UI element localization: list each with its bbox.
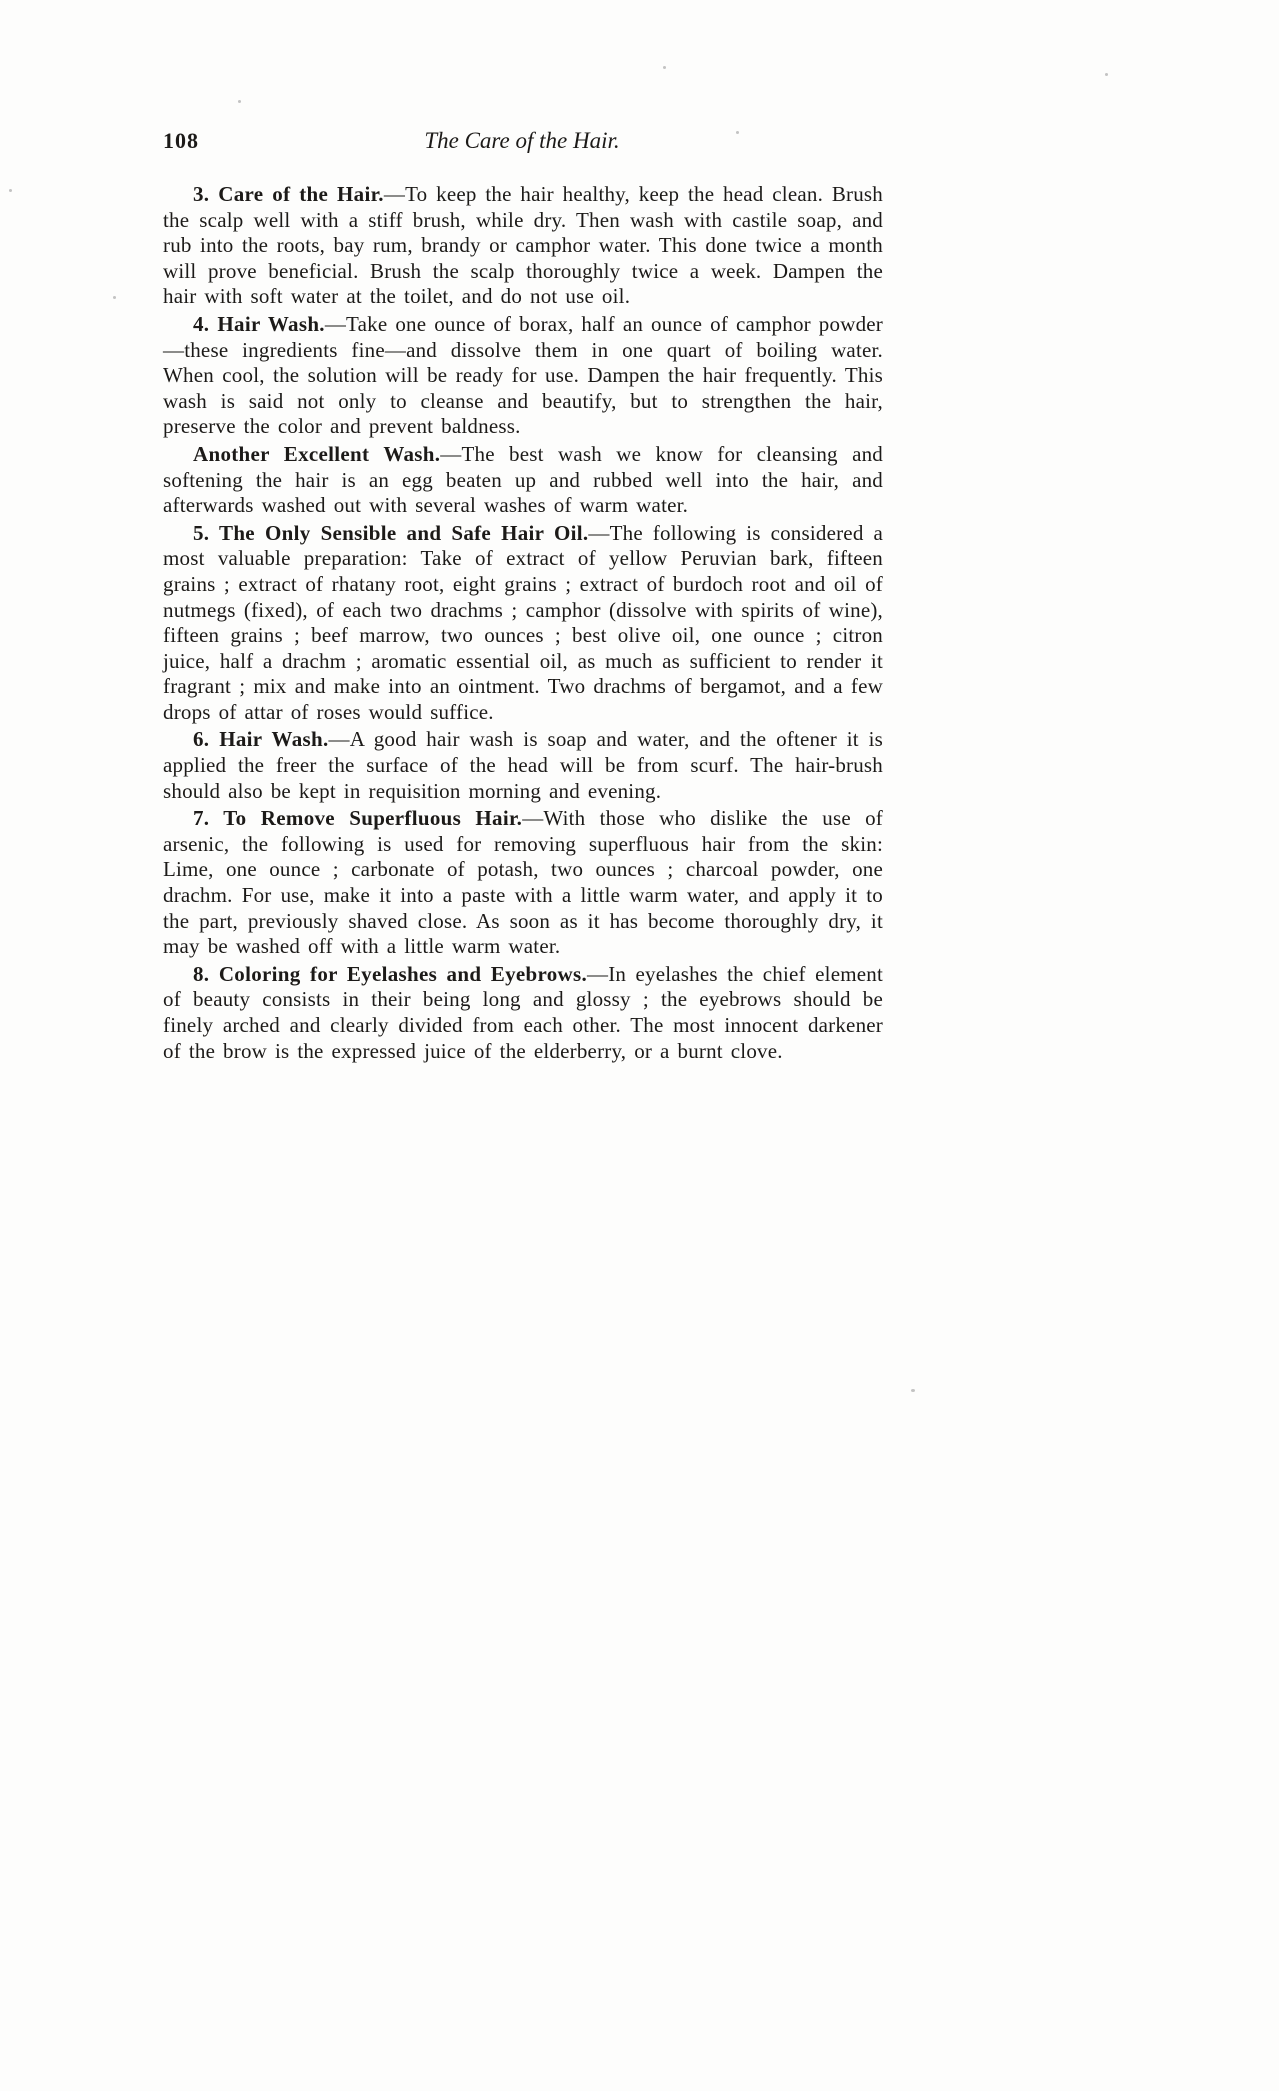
paragraph-coloring-eyelashes-eyebrows: [163, 962, 883, 1064]
page-number: 108: [163, 128, 199, 153]
paragraph-care-of-the-hair: [163, 182, 883, 310]
paragraph-body: —The best wash we know for cleansing and softening the hair is an egg beaten up and rubbed well into the hair, and afterwards washed out with several washes of warm water.: [163, 441, 883, 518]
running-title: The Care of the Hair.: [424, 128, 620, 153]
paragraph-heading: 6. Hair Wash.: [193, 727, 329, 752]
paragraph-heading: 7. To Remove Superfluous Hair.: [193, 806, 523, 831]
paragraph-body: —The following is considered a most valuable preparation: Take of extract of yellow Peruvian bark, fifteen grains ; extract of rhatany root, eight grains ; extract of burdoch root and oil of nutmegs (fixed), of each two drachms ; camphor (dissolve with spirits of wine), fifteen grains ; beef marrow, two ounces ; best olive oil, one ounce ; citron juice, half a drachm ; aromatic essential oil, as much as sufficient to render it fragrant ; mix and make into an ointment. Two drachms of bergamot, and a few drops of attar of roses would suffice.: [163, 520, 883, 724]
scan-speck: [9, 189, 12, 192]
paragraph-body: —In eyelashes the chief element of beauty consists in their being long and glossy ; the eyebrows should be finely arched and clearly divided from each other. The most innocent darkener of the brow is the expressed juice of the elderberry, or a burnt clove.: [163, 961, 883, 1063]
scan-speck: [911, 1389, 915, 1392]
page-header: [163, 128, 881, 158]
paragraph-remove-superfluous-hair: [163, 806, 883, 960]
paragraph-body: —Take one ounce of borax, half an ounce of camphor powder—these ingredients fine—and dissolve them in one quart of boiling water. When cool, the solution will be ready for use. Dampen the hair frequently. This wash is said not only to cleanse and beautify, but to strengthen the hair, preserve the color and prevent baldness.: [163, 311, 883, 439]
paragraph-heading: 4. Hair Wash.: [193, 311, 325, 336]
scan-speck: [113, 296, 116, 299]
paragraph-body: —With those who dislike the use of arsenic, the following is used for removing superfluous hair from the skin: Lime, one ounce ; carbonate of potash, two ounces ; charcoal powder, one drachm. For use, make it into a paste with a little warm water, and apply it to the part, previously shaved close. As soon as it has become thoroughly dry, it may be washed off with a little warm water.: [163, 806, 883, 959]
paragraph-hair-wash-4: [163, 312, 883, 440]
scan-speck: [663, 66, 666, 69]
paragraph-hair-wash-6: [163, 727, 883, 804]
scan-speck: [1105, 73, 1108, 76]
text-block: [163, 182, 883, 1066]
scan-speck: [238, 100, 241, 103]
paragraph-body: —To keep the hair healthy, keep the head clean. Brush the scalp well with a stiff brush, while dry. Then wash with castile soap, and rub into the roots, bay rum, brandy or camphor water. This done twice a month will prove beneficial. Brush the scalp thoroughly twice a week. Dampen the hair with soft water at the toilet, and do not use oil.: [163, 182, 884, 309]
paragraph-heading: 8. Coloring for Eyelashes and Eyebrows.: [193, 961, 588, 986]
paragraph-heading: Another Excellent Wash.: [193, 441, 441, 466]
paragraph-body: —A good hair wash is soap and water, and the oftener it is applied the freer the surface of the head will be from scurf. The hair-brush should also be kept in requisition morning and evening.: [163, 727, 883, 803]
paragraph-heading: 3. Care of the Hair.: [193, 182, 384, 206]
paragraph-another-excellent-wash: [163, 442, 883, 519]
paragraph-heading: 5. The Only Sensible and Safe Hair Oil.: [193, 520, 589, 545]
paragraph-sensible-safe-hair-oil: [163, 521, 883, 726]
scan-speck: [736, 131, 739, 134]
